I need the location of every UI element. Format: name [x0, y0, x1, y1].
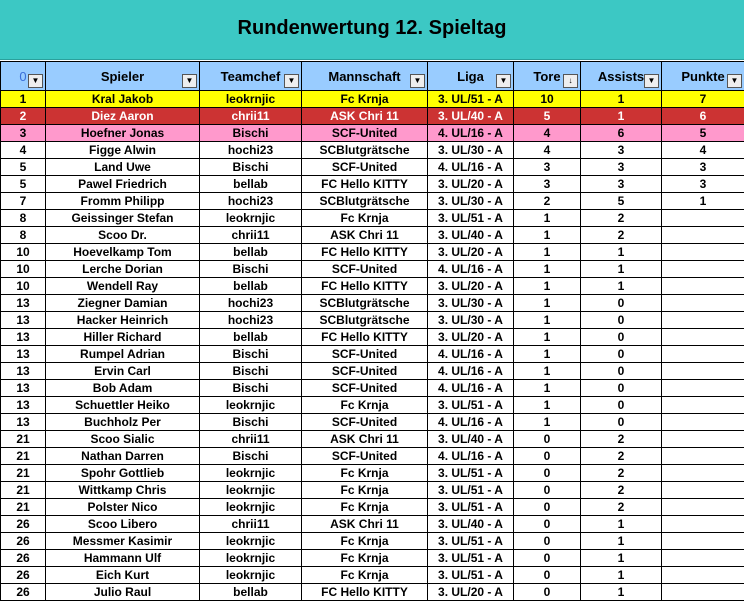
cell-liga[interactable]: 3. UL/51 - A [428, 482, 514, 499]
cell-punkte[interactable] [662, 380, 744, 397]
column-header-rank[interactable] [1, 62, 46, 91]
table-row[interactable] [1, 516, 744, 533]
cell-spieler[interactable]: Hiller Richard [46, 329, 200, 346]
cell-teamchef[interactable]: chrii11 [200, 431, 302, 448]
cell-spieler[interactable]: Kral Jakob [46, 91, 200, 108]
table-row[interactable] [1, 278, 744, 295]
cell-rank[interactable]: 7 [1, 193, 46, 210]
cell-mannschaft[interactable]: FC Hello KITTY [302, 329, 428, 346]
cell-assists[interactable]: 1 [581, 278, 662, 295]
table-row[interactable] [1, 499, 744, 516]
cell-punkte[interactable]: 3 [662, 176, 744, 193]
cell-rank[interactable]: 5 [1, 159, 46, 176]
cell-teamchef[interactable]: leokrnjic [200, 499, 302, 516]
cell-teamchef[interactable]: leokrnjic [200, 465, 302, 482]
cell-teamchef[interactable]: chrii11 [200, 516, 302, 533]
table-row[interactable] [1, 312, 744, 329]
cell-assists[interactable]: 3 [581, 159, 662, 176]
table-row[interactable] [1, 159, 744, 176]
cell-tore[interactable]: 1 [514, 261, 581, 278]
cell-teamchef[interactable]: hochi23 [200, 295, 302, 312]
cell-mannschaft[interactable]: Fc Krnja [302, 567, 428, 584]
cell-rank[interactable]: 21 [1, 465, 46, 482]
cell-rank[interactable]: 13 [1, 397, 46, 414]
cell-teamchef[interactable]: bellab [200, 244, 302, 261]
cell-tore[interactable]: 0 [514, 516, 581, 533]
cell-spieler[interactable]: Fromm Philipp [46, 193, 200, 210]
cell-spieler[interactable]: Buchholz Per [46, 414, 200, 431]
cell-tore[interactable]: 1 [514, 380, 581, 397]
table-row[interactable] [1, 567, 744, 584]
cell-teamchef[interactable]: hochi23 [200, 312, 302, 329]
column-header-tore[interactable] [514, 62, 581, 91]
cell-tore[interactable]: 1 [514, 312, 581, 329]
table-row[interactable] [1, 482, 744, 499]
cell-assists[interactable]: 1 [581, 244, 662, 261]
cell-teamchef[interactable]: Bischi [200, 380, 302, 397]
cell-liga[interactable]: 4. UL/16 - A [428, 159, 514, 176]
cell-teamchef[interactable]: leokrnjic [200, 397, 302, 414]
cell-spieler[interactable]: Nathan Darren [46, 448, 200, 465]
cell-mannschaft[interactable]: Fc Krnja [302, 465, 428, 482]
cell-rank[interactable]: 10 [1, 244, 46, 261]
cell-assists[interactable]: 0 [581, 380, 662, 397]
table-row[interactable] [1, 584, 744, 601]
cell-teamchef[interactable]: bellab [200, 584, 302, 601]
table-row[interactable] [1, 91, 744, 108]
cell-mannschaft[interactable]: FC Hello KITTY [302, 176, 428, 193]
filter-dropdown-icon[interactable]: ▼ [410, 74, 425, 88]
ranking-table [0, 61, 744, 601]
cell-teamchef[interactable]: leokrnjic [200, 210, 302, 227]
table-row[interactable] [1, 550, 744, 567]
cell-rank[interactable]: 5 [1, 176, 46, 193]
cell-rank[interactable]: 13 [1, 363, 46, 380]
cell-spieler[interactable]: Messmer Kasimir [46, 533, 200, 550]
cell-punkte[interactable]: 7 [662, 91, 744, 108]
table-row[interactable] [1, 448, 744, 465]
cell-rank[interactable]: 21 [1, 499, 46, 516]
cell-liga[interactable]: 3. UL/40 - A [428, 108, 514, 125]
cell-spieler[interactable]: Land Uwe [46, 159, 200, 176]
cell-liga[interactable]: 3. UL/51 - A [428, 499, 514, 516]
column-label-tore: Tore [533, 69, 560, 84]
cell-punkte[interactable] [662, 363, 744, 380]
cell-assists[interactable]: 2 [581, 210, 662, 227]
cell-tore[interactable]: 1 [514, 227, 581, 244]
cell-punkte[interactable]: 1 [662, 193, 744, 210]
table-row[interactable] [1, 227, 744, 244]
cell-liga[interactable]: 3. UL/51 - A [428, 550, 514, 567]
cell-spieler[interactable]: Ziegner Damian [46, 295, 200, 312]
cell-teamchef[interactable]: chrii11 [200, 227, 302, 244]
cell-tore[interactable]: 4 [514, 125, 581, 142]
cell-liga[interactable]: 3. UL/20 - A [428, 244, 514, 261]
cell-rank[interactable]: 13 [1, 329, 46, 346]
cell-assists[interactable]: 5 [581, 193, 662, 210]
cell-spieler[interactable]: Lerche Dorian [46, 261, 200, 278]
cell-tore[interactable]: 4 [514, 142, 581, 159]
cell-assists[interactable]: 2 [581, 482, 662, 499]
cell-rank[interactable]: 21 [1, 482, 46, 499]
cell-punkte[interactable] [662, 431, 744, 448]
cell-liga[interactable]: 3. UL/20 - A [428, 329, 514, 346]
cell-tore[interactable]: 1 [514, 414, 581, 431]
cell-rank[interactable]: 3 [1, 125, 46, 142]
table-row[interactable] [1, 210, 744, 227]
cell-rank[interactable]: 13 [1, 312, 46, 329]
filter-dropdown-icon[interactable]: ▼ [28, 74, 43, 88]
cell-mannschaft[interactable]: Fc Krnja [302, 397, 428, 414]
cell-spieler[interactable]: Geissinger Stefan [46, 210, 200, 227]
cell-assists[interactable]: 3 [581, 176, 662, 193]
cell-liga[interactable]: 3. UL/51 - A [428, 210, 514, 227]
cell-punkte[interactable]: 3 [662, 159, 744, 176]
cell-spieler[interactable]: Hoevelkamp Tom [46, 244, 200, 261]
cell-liga[interactable]: 3. UL/30 - A [428, 193, 514, 210]
cell-mannschaft[interactable]: SCF-United [302, 363, 428, 380]
cell-spieler[interactable]: Wendell Ray [46, 278, 200, 295]
cell-rank[interactable]: 13 [1, 414, 46, 431]
cell-punkte[interactable] [662, 295, 744, 312]
cell-rank[interactable]: 10 [1, 278, 46, 295]
cell-spieler[interactable]: Diez Aaron [46, 108, 200, 125]
cell-tore[interactable]: 1 [514, 363, 581, 380]
cell-teamchef[interactable]: bellab [200, 176, 302, 193]
cell-rank[interactable]: 26 [1, 533, 46, 550]
cell-rank[interactable]: 4 [1, 142, 46, 159]
cell-mannschaft[interactable]: Fc Krnja [302, 91, 428, 108]
cell-spieler[interactable]: Scoo Sialic [46, 431, 200, 448]
table-row[interactable] [1, 108, 744, 125]
cell-teamchef[interactable]: Bischi [200, 414, 302, 431]
cell-liga[interactable]: 3. UL/51 - A [428, 465, 514, 482]
cell-assists[interactable]: 0 [581, 312, 662, 329]
cell-assists[interactable]: 1 [581, 516, 662, 533]
cell-rank[interactable]: 26 [1, 516, 46, 533]
cell-spieler[interactable]: Hammann Ulf [46, 550, 200, 567]
cell-tore[interactable]: 0 [514, 482, 581, 499]
column-label-spieler: Spieler [101, 69, 144, 84]
cell-assists[interactable]: 2 [581, 465, 662, 482]
cell-mannschaft[interactable]: Fc Krnja [302, 533, 428, 550]
cell-teamchef[interactable]: bellab [200, 278, 302, 295]
cell-tore[interactable]: 0 [514, 465, 581, 482]
cell-spieler[interactable]: Pawel Friedrich [46, 176, 200, 193]
cell-mannschaft[interactable]: ASK Chri 11 [302, 227, 428, 244]
title-bar [0, 0, 744, 60]
cell-mannschaft[interactable]: SCF-United [302, 159, 428, 176]
cell-tore[interactable]: 2 [514, 193, 581, 210]
cell-mannschaft[interactable]: SCF-United [302, 380, 428, 397]
table-row[interactable] [1, 431, 744, 448]
column-header-mannschaft[interactable] [302, 62, 428, 91]
cell-liga[interactable]: 4. UL/16 - A [428, 346, 514, 363]
cell-punkte[interactable] [662, 244, 744, 261]
table-row[interactable] [1, 142, 744, 159]
cell-liga[interactable]: 3. UL/40 - A [428, 516, 514, 533]
cell-assists[interactable]: 2 [581, 499, 662, 516]
cell-mannschaft[interactable]: FC Hello KITTY [302, 584, 428, 601]
cell-assists[interactable]: 1 [581, 584, 662, 601]
cell-punkte[interactable]: 6 [662, 108, 744, 125]
filter-dropdown-icon[interactable]: ▼ [284, 74, 299, 88]
cell-assists[interactable]: 0 [581, 346, 662, 363]
cell-punkte[interactable] [662, 414, 744, 431]
cell-tore[interactable]: 1 [514, 278, 581, 295]
table-row[interactable] [1, 363, 744, 380]
cell-punkte[interactable]: 4 [662, 142, 744, 159]
cell-teamchef[interactable]: bellab [200, 329, 302, 346]
cell-mannschaft[interactable]: ASK Chri 11 [302, 431, 428, 448]
cell-tore[interactable]: 0 [514, 431, 581, 448]
cell-punkte[interactable] [662, 346, 744, 363]
cell-liga[interactable]: 3. UL/30 - A [428, 312, 514, 329]
filter-dropdown-icon[interactable]: ▼ [727, 74, 742, 88]
column-label-liga: Liga [457, 69, 484, 84]
cell-mannschaft[interactable]: SCF-United [302, 261, 428, 278]
cell-teamchef[interactable]: leokrnjic [200, 533, 302, 550]
cell-assists[interactable]: 0 [581, 397, 662, 414]
cell-assists[interactable]: 2 [581, 431, 662, 448]
cell-mannschaft[interactable]: Fc Krnja [302, 550, 428, 567]
cell-teamchef[interactable]: leokrnjic [200, 91, 302, 108]
cell-rank[interactable]: 2 [1, 108, 46, 125]
cell-rank[interactable]: 8 [1, 227, 46, 244]
cell-liga[interactable]: 4. UL/16 - A [428, 363, 514, 380]
cell-tore[interactable]: 0 [514, 567, 581, 584]
cell-punkte[interactable] [662, 278, 744, 295]
cell-teamchef[interactable]: hochi23 [200, 193, 302, 210]
cell-teamchef[interactable]: Bischi [200, 159, 302, 176]
cell-punkte[interactable] [662, 312, 744, 329]
column-header-teamchef[interactable] [200, 62, 302, 91]
cell-spieler[interactable]: Polster Nico [46, 499, 200, 516]
table-row[interactable] [1, 193, 744, 210]
cell-assists[interactable]: 3 [581, 142, 662, 159]
cell-teamchef[interactable]: Bischi [200, 363, 302, 380]
cell-rank[interactable]: 10 [1, 261, 46, 278]
cell-teamchef[interactable]: leokrnjic [200, 567, 302, 584]
cell-spieler[interactable]: Hoefner Jonas [46, 125, 200, 142]
cell-teamchef[interactable]: hochi23 [200, 142, 302, 159]
cell-liga[interactable]: 3. UL/51 - A [428, 91, 514, 108]
cell-spieler[interactable]: Ervin Carl [46, 363, 200, 380]
cell-punkte[interactable] [662, 210, 744, 227]
table-row[interactable] [1, 465, 744, 482]
cell-punkte[interactable] [662, 329, 744, 346]
cell-assists[interactable]: 2 [581, 448, 662, 465]
column-label-punkte: Punkte [681, 69, 724, 84]
filter-dropdown-icon[interactable]: ▼ [182, 74, 197, 88]
filter-dropdown-icon[interactable]: ▼ [644, 74, 659, 88]
table-row[interactable] [1, 295, 744, 312]
table-row[interactable] [1, 125, 744, 142]
cell-punkte[interactable] [662, 227, 744, 244]
table-row[interactable] [1, 397, 744, 414]
cell-tore[interactable]: 1 [514, 346, 581, 363]
cell-rank[interactable]: 13 [1, 380, 46, 397]
cell-spieler[interactable]: Schuettler Heiko [46, 397, 200, 414]
cell-punkte[interactable] [662, 584, 744, 601]
cell-mannschaft[interactable]: SCF-United [302, 125, 428, 142]
cell-assists[interactable]: 0 [581, 363, 662, 380]
cell-teamchef[interactable]: leokrnjic [200, 482, 302, 499]
cell-mannschaft[interactable]: ASK Chri 11 [302, 516, 428, 533]
cell-mannschaft[interactable]: SCBlutgrätsche [302, 193, 428, 210]
column-label-mannschaft: Mannschaft [328, 69, 400, 84]
cell-tore[interactable]: 3 [514, 176, 581, 193]
table-row[interactable] [1, 346, 744, 363]
column-header-liga[interactable] [428, 62, 514, 91]
cell-tore[interactable]: 1 [514, 329, 581, 346]
cell-teamchef[interactable]: chrii11 [200, 108, 302, 125]
column-label-assists: Assists [598, 69, 644, 84]
cell-teamchef[interactable]: Bischi [200, 448, 302, 465]
cell-mannschaft[interactable]: SCBlutgrätsche [302, 295, 428, 312]
cell-spieler[interactable]: Julio Raul [46, 584, 200, 601]
cell-teamchef[interactable]: Bischi [200, 125, 302, 142]
cell-spieler[interactable]: Eich Kurt [46, 567, 200, 584]
column-header-spieler[interactable] [46, 62, 200, 91]
column-label-teamchef: Teamchef [221, 69, 281, 84]
cell-assists[interactable]: 6 [581, 125, 662, 142]
cell-assists[interactable]: 1 [581, 108, 662, 125]
cell-rank[interactable]: 21 [1, 448, 46, 465]
cell-punkte[interactable] [662, 567, 744, 584]
cell-spieler[interactable]: Scoo Libero [46, 516, 200, 533]
cell-assists[interactable]: 0 [581, 414, 662, 431]
cell-spieler[interactable]: Rumpel Adrian [46, 346, 200, 363]
cell-rank[interactable]: 13 [1, 295, 46, 312]
cell-spieler[interactable]: Scoo Dr. [46, 227, 200, 244]
cell-tore[interactable]: 5 [514, 108, 581, 125]
cell-mannschaft[interactable]: Fc Krnja [302, 210, 428, 227]
cell-rank[interactable]: 8 [1, 210, 46, 227]
cell-liga[interactable]: 3. UL/20 - A [428, 584, 514, 601]
cell-mannschaft[interactable]: SCF-United [302, 346, 428, 363]
cell-assists[interactable]: 0 [581, 295, 662, 312]
cell-teamchef[interactable]: leokrnjic [200, 550, 302, 567]
cell-mannschaft[interactable]: FC Hello KITTY [302, 244, 428, 261]
cell-punkte[interactable] [662, 499, 744, 516]
cell-tore[interactable]: 1 [514, 295, 581, 312]
header-row [1, 62, 744, 91]
cell-punkte[interactable] [662, 550, 744, 567]
cell-liga[interactable]: 3. UL/40 - A [428, 431, 514, 448]
cell-assists[interactable]: 1 [581, 567, 662, 584]
column-label-rank: 0 [19, 69, 26, 84]
table-row[interactable] [1, 329, 744, 346]
cell-tore[interactable]: 1 [514, 397, 581, 414]
cell-spieler[interactable]: Wittkamp Chris [46, 482, 200, 499]
cell-tore[interactable]: 3 [514, 159, 581, 176]
cell-liga[interactable]: 3. UL/51 - A [428, 397, 514, 414]
filter-dropdown-icon[interactable]: ▼ [496, 74, 511, 88]
cell-mannschaft[interactable]: SCF-United [302, 414, 428, 431]
cell-teamchef[interactable]: Bischi [200, 346, 302, 363]
cell-mannschaft[interactable]: FC Hello KITTY [302, 278, 428, 295]
table-row[interactable] [1, 261, 744, 278]
table-row[interactable] [1, 244, 744, 261]
column-header-punkte[interactable] [662, 62, 744, 91]
cell-liga[interactable]: 4. UL/16 - A [428, 261, 514, 278]
column-header-assists[interactable] [581, 62, 662, 91]
page-title: Rundenwertung 12. Spieltag [0, 17, 744, 40]
table-row[interactable] [1, 533, 744, 550]
cell-punkte[interactable]: 5 [662, 125, 744, 142]
cell-punkte[interactable] [662, 482, 744, 499]
cell-tore[interactable]: 0 [514, 550, 581, 567]
cell-spieler[interactable]: Figge Alwin [46, 142, 200, 159]
cell-liga[interactable]: 3. UL/20 - A [428, 176, 514, 193]
cell-liga[interactable]: 3. UL/30 - A [428, 142, 514, 159]
cell-rank[interactable]: 21 [1, 431, 46, 448]
cell-punkte[interactable] [662, 261, 744, 278]
cell-liga[interactable]: 4. UL/16 - A [428, 448, 514, 465]
cell-punkte[interactable] [662, 448, 744, 465]
cell-mannschaft[interactable]: Fc Krnja [302, 499, 428, 516]
cell-assists[interactable]: 1 [581, 261, 662, 278]
cell-tore[interactable]: 1 [514, 244, 581, 261]
cell-assists[interactable]: 1 [581, 550, 662, 567]
cell-rank[interactable]: 26 [1, 550, 46, 567]
cell-assists[interactable]: 2 [581, 227, 662, 244]
cell-rank[interactable]: 26 [1, 567, 46, 584]
cell-mannschaft[interactable]: ASK Chri 11 [302, 108, 428, 125]
cell-liga[interactable]: 3. UL/51 - A [428, 533, 514, 550]
cell-tore[interactable]: 0 [514, 584, 581, 601]
cell-spieler[interactable]: Spohr Gottlieb [46, 465, 200, 482]
cell-liga[interactable]: 3. UL/40 - A [428, 227, 514, 244]
cell-punkte[interactable] [662, 533, 744, 550]
table-row[interactable] [1, 380, 744, 397]
cell-liga[interactable]: 3. UL/30 - A [428, 295, 514, 312]
cell-tore[interactable]: 10 [514, 91, 581, 108]
table-body [1, 91, 744, 601]
table-row[interactable] [1, 414, 744, 431]
cell-spieler[interactable]: Bob Adam [46, 380, 200, 397]
cell-teamchef[interactable]: Bischi [200, 261, 302, 278]
cell-rank[interactable]: 13 [1, 346, 46, 363]
cell-assists[interactable]: 1 [581, 91, 662, 108]
cell-tore[interactable]: 0 [514, 533, 581, 550]
cell-assists[interactable]: 1 [581, 533, 662, 550]
cell-punkte[interactable] [662, 397, 744, 414]
cell-liga[interactable]: 3. UL/20 - A [428, 278, 514, 295]
sort-descending-icon[interactable]: ↓ [563, 74, 578, 88]
cell-tore[interactable]: 0 [514, 448, 581, 465]
cell-liga[interactable]: 3. UL/51 - A [428, 567, 514, 584]
cell-punkte[interactable] [662, 516, 744, 533]
cell-liga[interactable]: 4. UL/16 - A [428, 125, 514, 142]
cell-mannschaft[interactable]: Fc Krnja [302, 482, 428, 499]
cell-liga[interactable]: 4. UL/16 - A [428, 414, 514, 431]
cell-mannschaft[interactable]: SCF-United [302, 448, 428, 465]
table-row[interactable] [1, 176, 744, 193]
cell-rank[interactable]: 1 [1, 91, 46, 108]
cell-tore[interactable]: 1 [514, 210, 581, 227]
cell-assists[interactable]: 0 [581, 329, 662, 346]
cell-spieler[interactable]: Hacker Heinrich [46, 312, 200, 329]
cell-tore[interactable]: 0 [514, 499, 581, 516]
cell-rank[interactable]: 26 [1, 584, 46, 601]
cell-mannschaft[interactable]: SCBlutgrätsche [302, 142, 428, 159]
cell-punkte[interactable] [662, 465, 744, 482]
cell-mannschaft[interactable]: SCBlutgrätsche [302, 312, 428, 329]
cell-liga[interactable]: 4. UL/16 - A [428, 380, 514, 397]
